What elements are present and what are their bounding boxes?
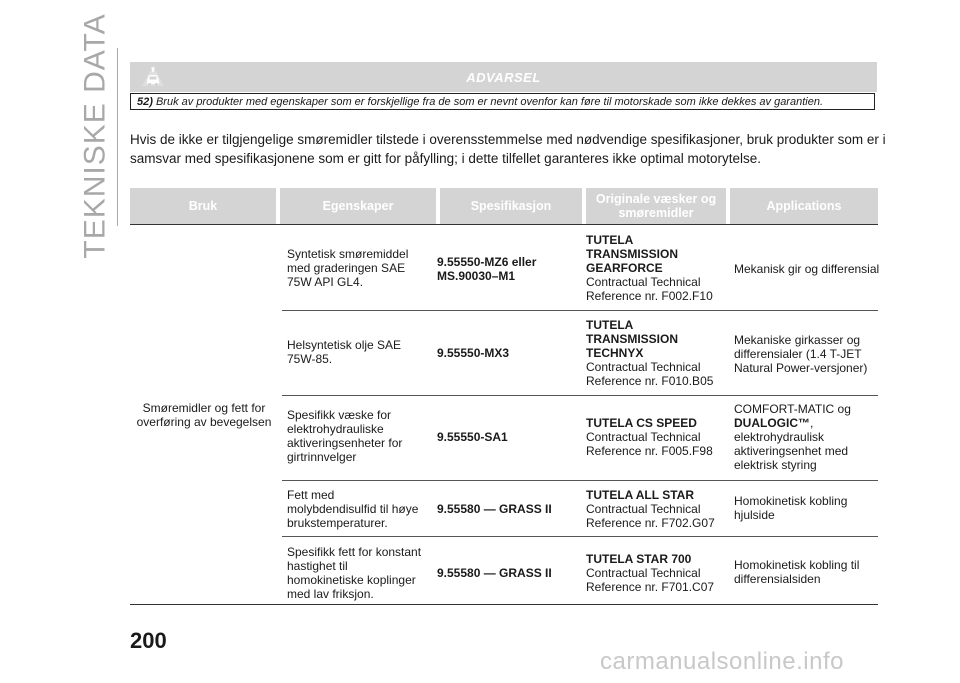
row3-product: [586, 416, 726, 458]
header-specification: Spesifikasjon: [440, 188, 582, 224]
row1-product-name: TUTELA TRANSMISSION GEARFORCE: [586, 233, 679, 275]
row2-product-name: TUTELA TRANSMISSION TECHNYX: [586, 318, 679, 360]
row5-product: [586, 552, 726, 594]
row3-product-name: TUTELA CS SPEED: [586, 416, 697, 430]
row5-specification: 9.55580 — GRASS II: [437, 566, 552, 580]
header-original-fluids: Originale væsker og smøremidler: [586, 188, 726, 224]
warning-title: ADVARSEL: [466, 69, 541, 85]
row-separator: [282, 480, 878, 481]
warning-number: 52): [137, 96, 153, 108]
row2-application-text: Mekaniske girkasser og differensialer (1.4 T-JET Natural Power-versjoner): [734, 333, 868, 375]
row3-application: [734, 402, 862, 472]
warning-header: [130, 62, 877, 92]
header-underline: [130, 224, 878, 225]
row2-application: [734, 333, 878, 375]
row2-specification: 9.55550-MX3: [437, 346, 510, 360]
row1-product: [586, 233, 726, 303]
row4-product-name: TUTELA ALL STAR: [586, 488, 694, 502]
section-divider: [117, 48, 118, 226]
warning-note: [130, 93, 875, 110]
header-usage: Bruk: [130, 188, 276, 224]
row5-application: [734, 558, 870, 586]
row5-reference: Contractual Technical Reference nr. F701.C07: [586, 566, 715, 594]
row1-reference: Contractual Technical Reference nr. F002.F10: [586, 275, 713, 303]
row1-properties: Syntetisk smøremiddel med graderingen SAE 75W API GL4.: [287, 247, 409, 289]
row4-application: [734, 494, 854, 522]
warning-text: Bruk av produkter med egenskaper som er forskjellige fra de som er nevnt ovenfor kan føre til motorskade som ikke dekkes av garantien.: [155, 96, 823, 108]
row4-reference: Contractual Technical Reference nr. F702.G07: [586, 502, 715, 530]
row3-specification: 9.55550-SA1: [437, 430, 508, 444]
row1-application-text: Mekanisk gir og differensial: [734, 262, 880, 276]
row5-product-name: TUTELA STAR 700: [586, 552, 692, 566]
watermark: carmanualsonline.info: [600, 648, 844, 675]
header-applications: Applications: [730, 188, 878, 224]
row2-properties: Helsyntetisk olje SAE 75W-85.: [287, 338, 402, 366]
row3-properties: Spesifikk væske for elektrohydrauliske aktiveringsenheter for girtrinnvelger: [287, 408, 403, 464]
section-title: [76, 13, 116, 259]
row4-product: [586, 488, 726, 530]
section-title-text: TEKNISKE DATA: [79, 13, 113, 259]
row4-application-text: Homokinetisk kobling hjulside: [734, 494, 848, 522]
row2-product: [586, 318, 726, 388]
row3-application-text: , elektrohydraulisk aktiveringsenhet med elektrisk styring: [734, 416, 849, 472]
row3-application-bold: DUALOGIC™: [734, 416, 810, 430]
row2-reference: Contractual Technical Reference nr. F010.B05: [586, 360, 714, 388]
header-properties: Egenskaper: [280, 188, 436, 224]
row1-specification: 9.55550-MZ6 eller MS.90030–M1: [437, 255, 537, 283]
row5-properties: Spesifikk fett for konstant hastighet til homokinetiske koplinger med lav friksjon.: [287, 545, 422, 601]
intro-paragraph: Hvis de ikke er tilgjengelige smøremidler tilstede i overensstemmelse med nødvendige spesifikasjoner, bruk produkter som er i samsvar med spesifikasjonene som er gitt for påfylling; i dette tilfellet garanteres ikke optimal motorytelse.: [130, 132, 886, 166]
table-bottom-line: [130, 604, 878, 605]
row3-application-pre: COMFORT-MATIC og: [734, 402, 851, 416]
page-number: 200: [130, 628, 167, 653]
car-warning-icon: [140, 64, 166, 90]
row5-application-text: Homokinetisk kobling til differensialsiden: [734, 558, 860, 586]
row-separator: [282, 536, 878, 537]
usage-cell: Smøremidler og fett for overføring av bevegelsen: [136, 401, 272, 429]
row3-reference: Contractual Technical Reference nr. F005.F98: [586, 430, 713, 458]
row-separator: [282, 395, 878, 396]
row1-application: [734, 262, 882, 276]
row4-properties: Fett med molybdendisulfid til høye brukstemperaturer.: [287, 488, 419, 530]
row-separator: [282, 310, 878, 311]
row4-specification: 9.55580 — GRASS II: [437, 502, 552, 516]
